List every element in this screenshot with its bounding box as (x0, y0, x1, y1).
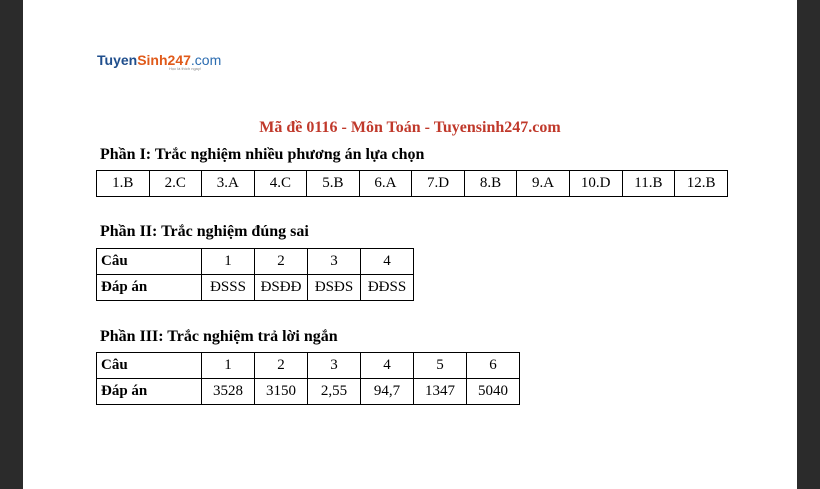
question-number-cell: 4 (361, 249, 414, 275)
row-label: Câu (97, 353, 202, 379)
question-number-cell: 1 (202, 353, 255, 379)
part1-answer-table (96, 170, 728, 197)
answer-cell: 2.C (149, 171, 202, 197)
logo-text: Tuyen (97, 52, 138, 68)
answer-cell: ĐĐSS (361, 275, 414, 301)
question-number-cell: 4 (361, 353, 414, 379)
answer-cell: 7.D (412, 171, 465, 197)
part1-heading: Phần I: Trắc nghiệm nhiều phương án lựa chọn (100, 146, 425, 163)
document-page (23, 0, 797, 489)
question-number-cell: 3 (308, 249, 361, 275)
answer-cell: 3150 (255, 379, 308, 405)
answer-cell: ĐSĐĐ (255, 275, 308, 301)
answer-cell: 8.B (464, 171, 517, 197)
answer-cell: 10.D (569, 171, 622, 197)
answer-cell: 1.B (97, 171, 150, 197)
answer-cell: 2,55 (308, 379, 361, 405)
tuyensinh247-logo (97, 52, 222, 71)
answer-cell: ĐSSS (202, 275, 255, 301)
answer-cell: 9.A (517, 171, 570, 197)
row-label: Đáp án (97, 275, 202, 301)
question-number-cell: 1 (202, 249, 255, 275)
logo-text: .com (190, 52, 222, 68)
question-number-cell: 3 (308, 353, 361, 379)
question-number-cell: 2 (255, 353, 308, 379)
answer-cell: 3.A (202, 171, 255, 197)
question-number-cell: 2 (255, 249, 308, 275)
answer-cell: 6.A (359, 171, 412, 197)
answer-cell: 5040 (467, 379, 520, 405)
part2-answer-table (96, 248, 414, 301)
question-number-cell: 6 (467, 353, 520, 379)
answer-cell: 12.B (675, 171, 728, 197)
answer-cell: 1347 (414, 379, 467, 405)
logo-text: Sinh247 (137, 52, 191, 68)
answer-cell: 3528 (202, 379, 255, 405)
row-label: Đáp án (97, 379, 202, 405)
logo-tagline: Học là thích ngay! (169, 66, 202, 71)
part3-heading: Phần III: Trắc nghiệm trả lời ngắn (100, 328, 338, 345)
row-label: Câu (97, 249, 202, 275)
part3-answer-table (96, 352, 520, 405)
answer-cell: 4.C (254, 171, 307, 197)
answer-cell: 94,7 (361, 379, 414, 405)
part2-heading: Phần II: Trắc nghiệm đúng sai (100, 223, 309, 240)
document-title: Mã đề 0116 - Môn Toán - Tuyensinh247.com (259, 119, 561, 136)
answer-cell: 11.B (622, 171, 675, 197)
answer-cell: 5.B (307, 171, 360, 197)
question-number-cell: 5 (414, 353, 467, 379)
answer-cell: ĐSĐS (308, 275, 361, 301)
